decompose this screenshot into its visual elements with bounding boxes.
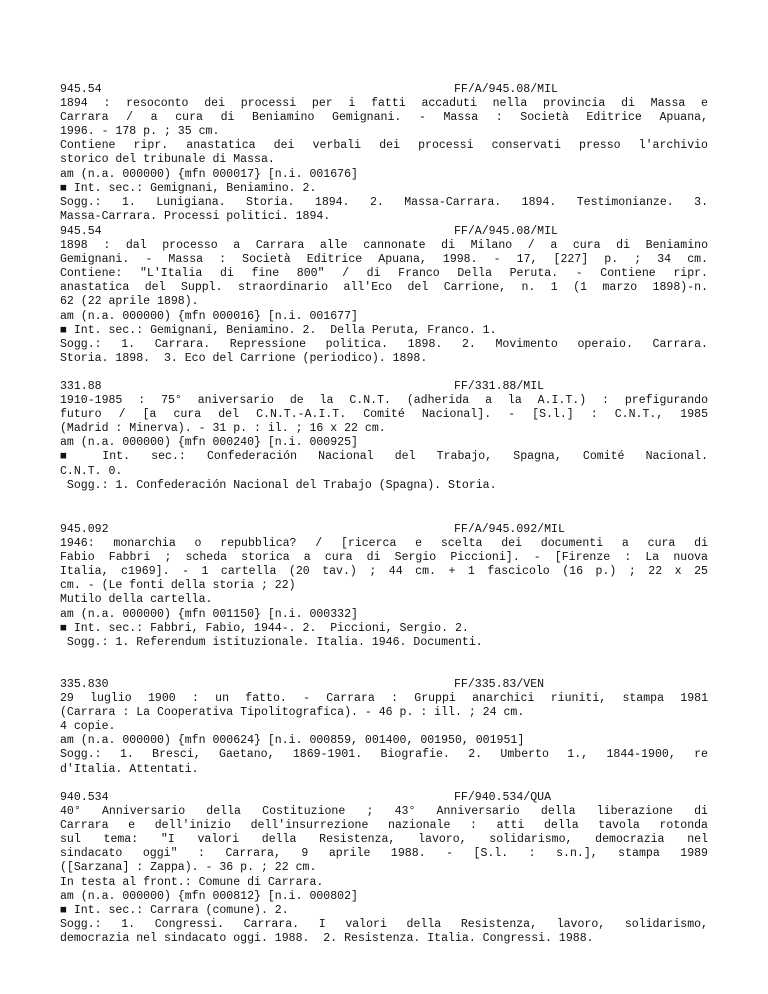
record-line: am (n.a. 000000) {mfn 000812} [n.i. 000802] [60,889,358,903]
record-header [60,380,708,394]
record-line: cm. - (Le fonti della storia ; 22) [60,579,296,593]
record-line: Storia. 1898. 3. Eco del Carrione (periodico). 1898. [60,351,428,365]
record-line: anastatica del Suppl. straordinario all'Eco del Carrione, n. 1 (1 marzo 1898)-n. [60,281,708,295]
record-line: Carrara / a cura di Beniamino Gemignani. - Massa : Società Editrice Apuana, [60,111,708,125]
record-line: Contiene: "L'Italia di fine 800" / di Franco Della Peruta. - Contiene ripr. [60,267,708,281]
record-line: Sogg.: 1. Referendum istituzionale. Italia. 1946. Documenti. [60,635,483,649]
record-line: am (n.a. 000000) {mfn 000017} [n.i. 001676] [60,167,358,181]
shelf-location: FF/A/945.092/MIL [454,523,565,536]
shelf-location: FF/331.88/MIL [454,380,545,393]
catalog-record [60,225,708,366]
catalog-record [60,791,708,946]
catalog-record [60,83,708,224]
record-line: ■ Int. sec.: Carrara (comune). 2. [60,903,289,917]
record-line: 1946: monarchia o repubblica? / [ricerca e scelta dei documenti a cura di [60,537,708,551]
class-number: 335.830 [60,678,109,691]
record-line: 1894 : resoconto dei processi per i fatti accaduti nella provincia di Massa e [60,97,708,111]
catalog-record [60,523,708,650]
catalog-record [60,380,708,493]
record-header [60,83,708,97]
record-line: C.N.T. 0. [60,464,123,478]
shelf-location: FF/940.534/QUA [454,791,552,804]
record-line: Carrara e dell'inizio dell'insurrezione nazionale : atti della tavola rotonda [60,819,708,833]
record-line: Contiene ripr. anastatica dei verbali dei processi conservati presso l'archivio [60,139,708,153]
record-line: 29 luglio 1900 : un fatto. - Carrara : Gruppi anarchici riuniti, stampa 1981 [60,692,708,706]
record-header [60,523,708,537]
record-line: ■ Int. sec.: Gemignani, Beniamino. 2. Della Peruta, Franco. 1. [60,323,497,337]
record-line: Sogg.: 1. Confederación Nacional del Trabajo (Spagna). Storia. [60,478,497,492]
record-line: Sogg.: 1. Congressi. Carrara. I valori della Resistenza, lavoro, solidarismo, [60,917,708,931]
record-line: Sogg.: 1. Bresci, Gaetano, 1869-1901. Biografie. 2. Umberto 1., 1844-1900, re [60,748,708,762]
record-line: Sogg.: 1. Lunigiana. Storia. 1894. 2. Massa-Carrara. 1894. Testimonianze. 3. [60,195,708,209]
record-line: am (n.a. 000000) {mfn 000240} [n.i. 000925] [60,436,358,450]
record-line: sindacato oggi" : Carrara, 9 aprile 1988. - [S.l. : s.n.], stampa 1989 [60,847,708,861]
class-number: 331.88 [60,380,102,393]
record-line: 1996. - 178 p. ; 35 cm. [60,125,220,139]
record-line: sul tema: "I valori della Resistenza, lavoro, solidarismo, democrazia nel [60,833,708,847]
record-line: am (n.a. 000000) {mfn 001150} [n.i. 000332] [60,607,358,621]
record-line: 1910-1985 : 75° aniversario de la C.N.T. (adherida a la A.I.T.) : prefigurando [60,394,708,408]
record-line: 40° Anniversario della Costituzione ; 43° Anniversario della liberazione di [60,805,708,819]
record-line: am (n.a. 000000) {mfn 000016} [n.i. 001677] [60,309,358,323]
record-line: storico del tribunale di Massa. [60,153,275,167]
record-line: 62 (22 aprile 1898). [60,295,199,309]
record-line: (Carrara : La Cooperativa Tipolitografica). - 46 p. : ill. ; 24 cm. [60,706,525,720]
record-line: futuro / [a cura del C.N.T.-A.I.T. Comité Nacional]. - [S.l.] : C.N.T., 1985 [60,408,708,422]
record-line: am (n.a. 000000) {mfn 000624} [n.i. 000859, 001400, 001950, 001951] [60,734,525,748]
record-line: Massa-Carrara. Processi politici. 1894. [60,209,331,223]
class-number: 945.092 [60,523,109,536]
record-line: ■ Int. sec.: Fabbri, Fabio, 1944-. 2. Piccioni, Sergio. 2. [60,621,469,635]
shelf-location: FF/A/945.08/MIL [454,83,558,96]
record-line: Sogg.: 1. Carrara. Repressione politica. 1898. 2. Movimento operaio. Carrara. [60,337,708,351]
class-number: 940.534 [60,791,109,804]
record-line: democrazia nel sindacato oggi. 1988. 2. Resistenza. Italia. Congressi. 1988. [60,931,594,945]
shelf-location: FF/A/945.08/MIL [454,225,558,238]
record-line: ■ Int. sec.: Gemignani, Beniamino. 2. [60,181,317,195]
record-line: d'Italia. Attentati. [60,762,199,776]
shelf-location: FF/335.83/VEN [454,678,545,691]
class-number: 945.54 [60,83,102,96]
record-header [60,678,708,692]
record-line: Fabio Fabbri ; scheda storica a cura di Sergio Piccioni]. - [Firenze : La nuova [60,551,708,565]
record-line: 1898 : dal processo a Carrara alle cannonate di Milano / a cura di Beniamino [60,239,708,253]
record-header [60,791,708,805]
record-line: In testa al front.: Comune di Carrara. [60,875,324,889]
record-line: Italia, c1969]. - 1 cartella (20 tav.) ; 44 cm. + 1 fascicolo (16 p.) ; 22 x 25 [60,565,708,579]
record-line: Gemignani. - Massa : Società Editrice Apuana, 1998. - 17, [227] p. ; 34 cm. [60,253,708,267]
record-line: Mutilo della cartella. [60,593,213,607]
record-line: ■ Int. sec.: Confederación Nacional del Trabajo, Spagna, Comité Nacional. [60,450,708,464]
record-line: ([Sarzana] : Zappa). - 36 p. ; 22 cm. [60,861,317,875]
record-line: 4 copie. [60,720,116,734]
record-header [60,225,708,239]
class-number: 945.54 [60,225,102,238]
catalog-record [60,678,708,777]
record-line: (Madrid : Minerva). - 31 p. : il. ; 16 x 22 cm. [60,422,386,436]
